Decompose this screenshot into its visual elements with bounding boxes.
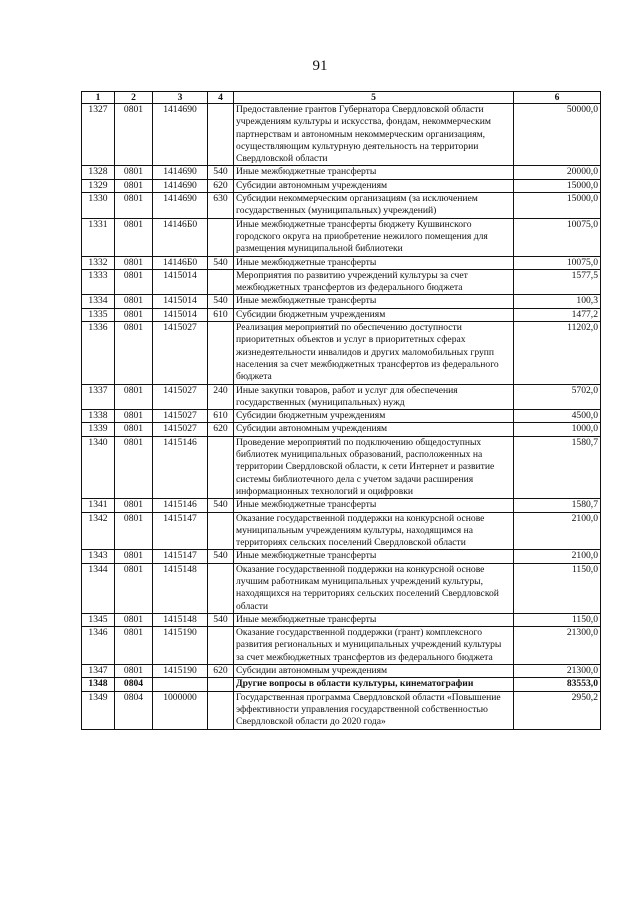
column-header: 3 [153,92,208,104]
target-article-cell: 1415147 [153,550,208,563]
amount-cell: 83553,0 [514,678,601,691]
item-name-cell: Мероприятия по развитию учреждений культуры за счет межбюджетных трансфертов из федерального бюджета [234,269,514,295]
section-code-cell: 0801 [115,627,153,665]
expense-type-cell: 620 [208,179,234,192]
table-row [82,179,601,192]
amount-cell: 21300,0 [514,627,601,665]
row-number-cell: 1349 [82,691,115,729]
amount-cell: 50000,0 [514,104,601,166]
expense-type-cell: 240 [208,384,234,410]
section-code-cell: 0801 [115,104,153,166]
target-article-cell: 1415027 [153,423,208,436]
section-code-cell: 0804 [115,678,153,691]
target-article-cell: 1415027 [153,384,208,410]
item-name-cell: Предоставление грантов Губернатора Свердловской области учреждениям культуры и искусства, фондам, некоммерческим партнерствам и автономным некоммерческим организациям, осуществляющим культурную деятельность на территории Свердловской области [234,104,514,166]
table-row [82,410,601,423]
target-article-cell: 14146Б0 [153,256,208,269]
target-article-cell: 1415147 [153,512,208,550]
target-article-cell: 1415190 [153,665,208,678]
item-name-cell: Субсидии автономным учреждениям [234,179,514,192]
target-article-cell: 1415190 [153,627,208,665]
table-header-row [82,92,601,104]
section-code-cell: 0801 [115,218,153,256]
row-number-cell: 1342 [82,512,115,550]
amount-cell: 1000,0 [514,423,601,436]
expense-type-cell [208,218,234,256]
budget-table [81,91,601,730]
section-code-cell: 0801 [115,550,153,563]
row-number-cell: 1336 [82,322,115,384]
expense-type-cell [208,436,234,498]
table-row [82,550,601,563]
row-number-cell: 1345 [82,613,115,626]
row-number-cell: 1346 [82,627,115,665]
expense-type-cell [208,104,234,166]
column-header: 4 [208,92,234,104]
table-row [82,423,601,436]
table-row [82,691,601,729]
table-row [82,166,601,179]
table-row [82,665,601,678]
table-row [82,384,601,410]
amount-cell: 2100,0 [514,512,601,550]
expense-type-cell: 620 [208,423,234,436]
target-article-cell: 1415148 [153,563,208,613]
target-article-cell: 1415014 [153,295,208,308]
expense-type-cell: 540 [208,256,234,269]
section-code-cell: 0801 [115,665,153,678]
target-article-cell: 1414690 [153,179,208,192]
table-body [82,104,601,730]
row-number-cell: 1333 [82,269,115,295]
page-number: 91 [312,58,328,74]
amount-cell: 20000,0 [514,166,601,179]
amount-cell: 15000,0 [514,193,601,219]
row-number-cell: 1335 [82,308,115,321]
table-row [82,193,601,219]
amount-cell: 2950,2 [514,691,601,729]
expense-type-cell [208,269,234,295]
amount-cell: 100,3 [514,295,601,308]
expense-type-cell [208,512,234,550]
table-row [82,678,601,691]
row-number-cell: 1339 [82,423,115,436]
amount-cell: 1477,2 [514,308,601,321]
target-article-cell [153,678,208,691]
row-number-cell: 1329 [82,179,115,192]
target-article-cell: 1415027 [153,322,208,384]
amount-cell: 21300,0 [514,665,601,678]
row-number-cell: 1327 [82,104,115,166]
expense-type-cell: 540 [208,550,234,563]
item-name-cell: Субсидии автономным учреждениям [234,665,514,678]
section-code-cell: 0801 [115,179,153,192]
table-row [82,269,601,295]
row-number-cell: 1328 [82,166,115,179]
item-name-cell: Иные межбюджетные трансферты [234,295,514,308]
section-code-cell: 0801 [115,308,153,321]
amount-cell: 5702,0 [514,384,601,410]
table-row [82,563,601,613]
target-article-cell: 1415014 [153,308,208,321]
section-code-cell: 0801 [115,436,153,498]
amount-cell: 10075,0 [514,218,601,256]
item-name-cell: Другие вопросы в области культуры, кинематографии [234,678,514,691]
target-article-cell: 14146Б0 [153,218,208,256]
amount-cell: 1577,5 [514,269,601,295]
item-name-cell: Оказание государственной поддержки на конкурсной основе муниципальным учреждениям культуры, находящимся на территориях сельских поселений Свердловской области [234,512,514,550]
item-name-cell: Проведение мероприятий по подключению общедоступных библиотек муниципальных образований, расположенных на территории Свердловской области, к сети Интернет и развитие системы библиотечного дела с учетом задачи расширения информационных технологий и оцифровки [234,436,514,498]
table-row [82,613,601,626]
amount-cell: 10075,0 [514,256,601,269]
expense-type-cell [208,691,234,729]
amount-cell: 11202,0 [514,322,601,384]
target-article-cell: 1415146 [153,436,208,498]
item-name-cell: Оказание государственной поддержки на конкурсной основе лучшим работникам муниципальных учреждений культуры, находящихся на территориях сельских поселений Свердловской области [234,563,514,613]
target-article-cell: 1414690 [153,166,208,179]
column-header: 1 [82,92,115,104]
section-code-cell: 0801 [115,256,153,269]
amount-cell: 1580,7 [514,499,601,512]
expense-type-cell: 540 [208,295,234,308]
amount-cell: 1580,7 [514,436,601,498]
expense-type-cell [208,322,234,384]
table-row [82,104,601,166]
section-code-cell: 0801 [115,166,153,179]
column-header: 2 [115,92,153,104]
item-name-cell: Субсидии бюджетным учреждениям [234,308,514,321]
row-number-cell: 1332 [82,256,115,269]
item-name-cell: Субсидии автономным учреждениям [234,423,514,436]
table-row [82,627,601,665]
section-code-cell: 0801 [115,322,153,384]
expense-type-cell: 610 [208,410,234,423]
expense-type-cell: 620 [208,665,234,678]
amount-cell: 1150,0 [514,563,601,613]
item-name-cell: Иные межбюджетные трансферты бюджету Кушвинского городского округа на приобретение нежилого помещения для размещения муниципальной библиотеки [234,218,514,256]
table-row [82,499,601,512]
section-code-cell: 0801 [115,563,153,613]
item-name-cell: Государственная программа Свердловской области «Повышение эффективности управления государственной собственностью Свердловской области до 2020 года» [234,691,514,729]
section-code-cell: 0801 [115,193,153,219]
target-article-cell: 1415014 [153,269,208,295]
item-name-cell: Иные межбюджетные трансферты [234,499,514,512]
target-article-cell: 1415146 [153,499,208,512]
table-row [82,322,601,384]
expense-type-cell [208,627,234,665]
expense-type-cell: 630 [208,193,234,219]
item-name-cell: Иные закупки товаров, работ и услуг для обеспечения государственных (муниципальных) нужд [234,384,514,410]
section-code-cell: 0801 [115,410,153,423]
table-row [82,256,601,269]
row-number-cell: 1331 [82,218,115,256]
item-name-cell: Иные межбюджетные трансферты [234,256,514,269]
row-number-cell: 1343 [82,550,115,563]
section-code-cell: 0801 [115,384,153,410]
item-name-cell: Оказание государственной поддержки (грант) комплексного развития региональных и муниципальных учреждений культуры за счет межбюджетных трансфертов из федерального бюджета [234,627,514,665]
section-code-cell: 0801 [115,423,153,436]
row-number-cell: 1348 [82,678,115,691]
section-code-cell: 0801 [115,512,153,550]
item-name-cell: Иные межбюджетные трансферты [234,166,514,179]
expense-type-cell: 540 [208,499,234,512]
table-row [82,308,601,321]
target-article-cell: 1414690 [153,193,208,219]
item-name-cell: Реализация мероприятий по обеспечению доступности приоритетных объектов и услуг в приоритетных сферах жизнедеятельности инвалидов и других маломобильных групп населения за счет межбюджетных трансфертов из федерального бюджета [234,322,514,384]
target-article-cell: 1414690 [153,104,208,166]
target-article-cell: 1415148 [153,613,208,626]
row-number-cell: 1347 [82,665,115,678]
table-row [82,512,601,550]
section-code-cell: 0801 [115,269,153,295]
expense-type-cell: 540 [208,166,234,179]
row-number-cell: 1338 [82,410,115,423]
target-article-cell: 1415027 [153,410,208,423]
row-number-cell: 1330 [82,193,115,219]
table-row [82,436,601,498]
amount-cell: 15000,0 [514,179,601,192]
section-code-cell: 0801 [115,499,153,512]
row-number-cell: 1340 [82,436,115,498]
expense-type-cell [208,678,234,691]
section-code-cell: 0801 [115,295,153,308]
expense-type-cell: 610 [208,308,234,321]
row-number-cell: 1337 [82,384,115,410]
item-name-cell: Иные межбюджетные трансферты [234,550,514,563]
item-name-cell: Иные межбюджетные трансферты [234,613,514,626]
table-row [82,295,601,308]
row-number-cell: 1334 [82,295,115,308]
expense-type-cell: 540 [208,613,234,626]
amount-cell: 4500,0 [514,410,601,423]
amount-cell: 2100,0 [514,550,601,563]
column-header: 6 [514,92,601,104]
target-article-cell: 1000000 [153,691,208,729]
row-number-cell: 1344 [82,563,115,613]
section-code-cell: 0801 [115,613,153,626]
row-number-cell: 1341 [82,499,115,512]
item-name-cell: Субсидии некоммерческим организациям (за исключением государственных (муниципальных) учреждений) [234,193,514,219]
expense-type-cell [208,563,234,613]
section-code-cell: 0804 [115,691,153,729]
column-header: 5 [234,92,514,104]
table-row [82,218,601,256]
amount-cell: 1150,0 [514,613,601,626]
item-name-cell: Субсидии бюджетным учреждениям [234,410,514,423]
